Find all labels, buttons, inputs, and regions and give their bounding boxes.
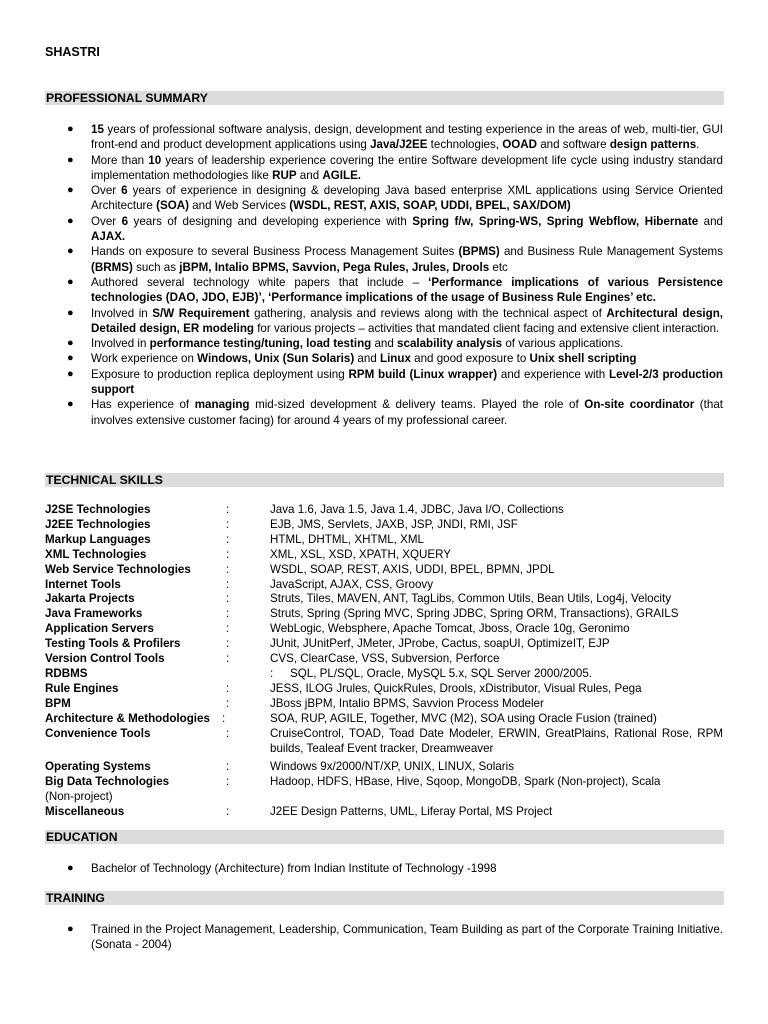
bullet-text: and software (537, 138, 610, 152)
bullet-dot-icon: ● (67, 184, 74, 197)
bullet-dot-icon: ● (67, 862, 74, 874)
summary-bullet (45, 336, 723, 351)
bullet-text: Exposure to production replica deployment using (91, 367, 349, 381)
skill-row (45, 712, 723, 727)
skill-label: Web Service Technologies (45, 562, 191, 576)
bullet-dot-icon: ● (67, 306, 74, 319)
skill-row (45, 727, 723, 757)
skill-label: Internet Tools (45, 577, 121, 591)
bullet-text: and (371, 337, 398, 351)
skill-colon: : (226, 652, 230, 666)
bullet-text: Work experience on (91, 352, 198, 366)
bullet-text: gathering, analysis and reviews along with the technical aspect of (249, 306, 607, 320)
bullet-text: performance testing/tuning, load testing (149, 337, 372, 351)
skill-label: Architecture & Methodologies (45, 711, 210, 725)
bullet-text: Authored several technology white papers that include – (91, 275, 429, 289)
skill-row (45, 548, 723, 563)
bullet-text: and (296, 168, 323, 182)
skill-label: Operating Systems (45, 760, 151, 774)
skill-row (45, 518, 723, 533)
skill-row (45, 682, 723, 697)
skill-row (45, 652, 723, 667)
bullet-text: (SOA) (156, 199, 189, 213)
skill-label: J2SE Technologies (45, 503, 151, 516)
skill-colon: : (226, 622, 230, 636)
bullet-text: Spring f/w, Spring-WS, Spring Webflow, Hibernate (412, 214, 699, 228)
bullet-dot-icon: ● (67, 367, 74, 380)
bullet-text: 6 (121, 184, 128, 198)
bullet-text: (BPMS) (458, 245, 500, 259)
training-bullet (45, 922, 723, 953)
summary-bullet (45, 306, 723, 337)
skill-row (45, 622, 723, 637)
skill-label: Application Servers (45, 622, 154, 636)
skill-colon: : (226, 805, 230, 819)
skill-row (45, 563, 723, 578)
skill-row (45, 578, 723, 593)
bullet-text: Java/J2EE (370, 138, 428, 152)
bullet-text: Hands on exposure to several Business Process Management Suites (91, 245, 459, 259)
skill-label: Rule Engines (45, 681, 119, 695)
bullet-dot-icon: ● (67, 123, 74, 135)
bullet-text: and Web Services (188, 199, 290, 213)
bullet-text: AJAX. (91, 230, 126, 244)
bullet-text: Windows, Unix (Sun Solaris) (197, 352, 355, 366)
skill-colon: : (226, 503, 230, 516)
skill-colon: : (226, 592, 230, 606)
bullet-text: On-site coordinator (584, 398, 695, 412)
bullet-text: Trained in the Project Management, Leadership, Communication, Team Building as part of the Corporate Training Initiative. (Sonata - 2004) (91, 923, 723, 952)
skill-label: Version Control Tools (45, 652, 165, 666)
skill-colon: : (226, 775, 230, 789)
bullet-text: managing (194, 398, 250, 412)
bullet-text: RUP (272, 168, 297, 182)
skill-colon: : (226, 681, 230, 695)
bullet-dot-icon: ● (67, 923, 74, 935)
bullet-text: jBPM, Intalio BPMS, Savvion, Pega Rules, Jrules, Drools (179, 260, 490, 274)
skill-value: WSDL, SOAP, REST, AXIS, UDDI, BPEL, BPMN, JPDL (270, 562, 555, 576)
skill-colon: : (226, 517, 230, 531)
bullet-text: Unix shell scripting (529, 352, 637, 366)
bullet-text: (that involves extensive customer facing) for around 4 years of my professional career. (91, 398, 724, 427)
skill-value: JESS, ILOG Jrules, QuickRules, Drools, xDistributor, Visual Rules, Pega (270, 681, 642, 695)
bullet-text: Linux (380, 352, 411, 366)
bullet-text: and experience with (497, 367, 610, 381)
skill-label: XML Technologies (45, 547, 147, 561)
skill-colon: : (270, 666, 274, 680)
skill-colon: : (222, 711, 226, 725)
bullet-text: Over (91, 214, 122, 228)
bullet-dot-icon: ● (67, 337, 74, 350)
skill-value: Java 1.6, Java 1.5, Java 1.4, JDBC, Java I/O, Collections (270, 503, 564, 516)
skill-row (45, 760, 723, 775)
bullet-text: Involved in (91, 337, 150, 351)
skill-colon: : (226, 532, 230, 546)
skill-row (45, 667, 723, 682)
bullet-text: scalability analysis (397, 337, 503, 351)
skill-value: XML, XSL, XSD, XPATH, XQUERY (270, 547, 452, 561)
skill-row (45, 775, 723, 805)
bullet-text: design patterns (609, 138, 697, 152)
bullet-dot-icon: ● (67, 245, 74, 258)
bullet-text: of various applications. (502, 337, 624, 351)
bullet-text: years of experience in designing & developing Java based enterprise XML applications using Service Oriented Architecture (91, 184, 723, 213)
skill-label: J2EE Technologies (45, 517, 151, 531)
bullet-text: mid-sized development & delivery teams. Played the role of (249, 398, 585, 412)
bullet-text: and good exposure to (410, 352, 530, 366)
bullet-text: Architectural design, Detailed design, ER modeling (91, 306, 724, 335)
skill-value: Hadoop, HDFS, HBase, Hive, Sqoop, MongoDB, Spark (Non-project), Scala (270, 775, 661, 789)
skill-row (45, 637, 723, 652)
summary-bullet (45, 122, 723, 153)
summary-bullet (45, 367, 723, 398)
bullet-dot-icon: ● (67, 153, 74, 166)
skill-colon: : (226, 637, 230, 651)
professional-summary-list (45, 122, 723, 428)
skill-row (45, 592, 723, 607)
bullet-text: years of designing and developing experience with (128, 214, 413, 228)
bullet-text: (WSDL, REST, AXIS, SOAP, UDDI, BPEL, SAX/DOM) (289, 199, 571, 213)
skill-colon: : (226, 547, 230, 561)
bullet-text: Has experience of (91, 398, 195, 412)
skill-label: BPM (45, 696, 71, 710)
skill-value: Windows 9x/2000/NT/XP, UNIX, LINUX, Solaris (270, 760, 514, 774)
bullet-text: (BRMS) (91, 260, 133, 274)
skill-colon: : (226, 607, 230, 621)
summary-bullet (45, 351, 723, 366)
skill-label: Java Frameworks (45, 607, 143, 621)
candidate-name: SHASTRI (45, 45, 100, 59)
bullet-text: for various projects – activities that mandated client facing and extensive client interaction. (253, 321, 720, 335)
skill-value: SQL, PL/SQL, Oracle, MySQL 5.x, SQL Server 2000/2005. (290, 666, 593, 680)
skill-row (45, 607, 723, 622)
training-heading: TRAINING (45, 891, 724, 905)
skill-value: SOA, RUP, AGILE, Together, MVC (M2), SOA using Oracle Fusion (trained) (270, 711, 657, 725)
summary-bullet (45, 153, 723, 184)
skill-label: Convenience Tools (45, 726, 151, 740)
bullet-text: years of leadership experience covering the entire Software development life cycle using industry standard implementation methodologies like (91, 153, 723, 182)
skill-value: Struts, Tiles, MAVEN, ANT, TagLibs, Common Utils, Bean Utils, Log4j, Velocity (270, 592, 671, 606)
technical-skills-table (45, 503, 723, 820)
summary-bullet (45, 244, 723, 275)
skill-value: JUnit, JUnitPerf, JMeter, JProbe, Cactus, soapUI, OptimizeIT, EJP (270, 637, 610, 651)
summary-bullet (45, 214, 723, 245)
skill-row (45, 805, 723, 820)
bullet-text: etc (489, 260, 508, 274)
summary-bullet (45, 183, 723, 214)
skill-label: RDBMS (45, 666, 88, 680)
summary-bullet (45, 397, 723, 428)
education-bullet (45, 861, 723, 876)
skill-label: Big Data Technologies (45, 775, 170, 789)
bullet-text: Involved in (91, 306, 153, 320)
bullet-text: Bachelor of Technology (Architecture) from Indian Institute of Technology -1998 (91, 862, 497, 875)
skill-value-continued: (Non-project) (45, 790, 113, 804)
bullet-text: 10 (148, 153, 162, 167)
skill-value: HTML, DHTML, XHTML, XML (270, 532, 424, 546)
skill-value: CruiseControl, TOAD, Toad Date Modeler, ERWIN, GreatPlains, Rational Rose, RPM builds, Tealeaf Event tracker, Dreamweaver (270, 726, 723, 755)
bullet-text: such as (132, 260, 180, 274)
bullet-text: OOAD (502, 138, 537, 152)
skill-value: WebLogic, Websphere, Apache Tomcat, Jboss, Oracle 10g, Geronimo (270, 622, 630, 636)
education-heading: EDUCATION (45, 830, 724, 844)
bullet-text: More than (91, 153, 149, 167)
bullet-text: RPM build (Linux wrapper) (348, 367, 498, 381)
skill-colon: : (226, 760, 230, 774)
skill-colon: : (226, 577, 230, 591)
bullet-text: and (698, 214, 723, 228)
skill-row (45, 503, 723, 518)
technical-skills-heading: TECHNICAL SKILLS (45, 473, 724, 487)
skill-value: JBoss jBPM, Intalio BPMS, Savvion Process Modeler (270, 696, 544, 710)
bullet-text: 15 (91, 123, 104, 136)
skill-label: Miscellaneous (45, 805, 125, 819)
bullet-text: . (696, 138, 700, 152)
skill-row (45, 697, 723, 712)
education-list (45, 861, 723, 876)
skill-row (45, 533, 723, 548)
training-list (45, 922, 723, 953)
bullet-dot-icon: ● (67, 352, 74, 365)
skill-label: Markup Languages (45, 532, 151, 546)
professional-summary-heading: PROFESSIONAL SUMMARY (45, 91, 724, 105)
bullet-text: Over (91, 184, 122, 198)
skill-value: Struts, Spring (Spring MVC, Spring JDBC, Spring ORM, Transactions), GRAILS (270, 607, 679, 621)
skill-colon: : (226, 726, 230, 740)
skill-label: Jakarta Projects (45, 592, 135, 606)
skill-value: JavaScript, AJAX, CSS, Groovy (270, 577, 434, 591)
skill-colon: : (226, 696, 230, 710)
bullet-text: 6 (121, 214, 129, 228)
bullet-text: Level-2/3 production support (91, 367, 723, 397)
bullet-dot-icon: ● (67, 214, 74, 227)
bullet-dot-icon: ● (67, 398, 74, 411)
skill-colon: : (226, 562, 230, 576)
summary-bullet (45, 275, 723, 306)
bullet-text: S/W Requirement (152, 306, 250, 320)
skill-value: J2EE Design Patterns, UML, Liferay Portal, MS Project (270, 805, 553, 819)
bullet-text: years of professional software analysis, design, development and testing experience in the areas of web, multi-tier, GUI front-end and product development applications using (91, 123, 723, 152)
bullet-text: and Business Rule Management Systems (499, 245, 723, 259)
bullet-dot-icon: ● (67, 275, 74, 288)
skill-label: Testing Tools & Profilers (45, 637, 181, 651)
skill-value: EJB, JMS, Servlets, JAXB, JSP, JNDI, RMI, JSF (270, 517, 518, 531)
bullet-text: technologies, (427, 138, 503, 152)
bullet-text: ‘Performance implications of various Persistence technologies (DAO, JDO, EJB)’, ‘Performance implications of the usage of Business Rule Engines’ etc. (91, 275, 723, 305)
skill-value: CVS, ClearCase, VSS, Subversion, Perforce (270, 652, 500, 666)
bullet-text: AGILE. (322, 168, 362, 182)
bullet-text: and (354, 352, 380, 366)
